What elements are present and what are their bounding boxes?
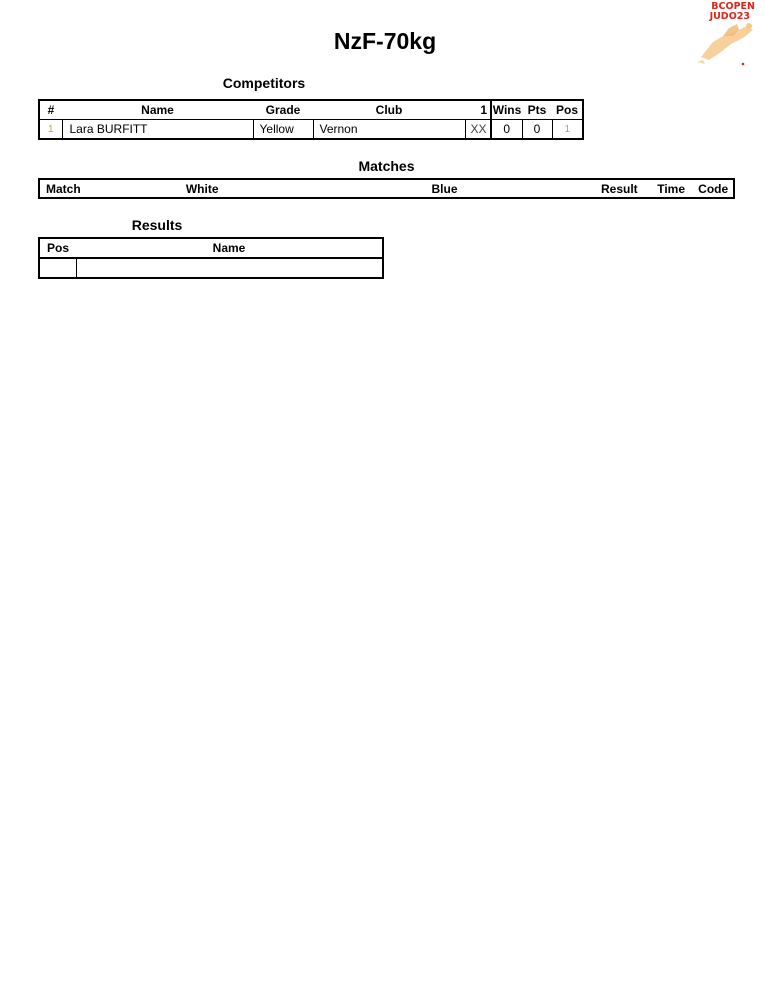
col-grade: Grade — [253, 100, 313, 120]
results-heading-text: Results — [131, 217, 183, 233]
col-result: Result — [600, 181, 638, 196]
results-table — [38, 237, 384, 279]
col-result-name: Name — [76, 238, 383, 258]
col-pts: Pts — [522, 100, 552, 120]
judoka-figure-icon — [693, 2, 757, 70]
results-heading — [38, 217, 384, 233]
competitor-grade: Yellow — [253, 120, 313, 140]
col-time: Time — [657, 181, 686, 196]
col-blue: Blue — [431, 181, 458, 196]
logo-line2: JUDO23 — [709, 11, 750, 22]
competitors-header-row — [39, 100, 583, 120]
matches-header-row — [39, 179, 734, 198]
competitor-round-1: XX — [465, 120, 491, 140]
competitor-wins: 0 — [491, 120, 522, 140]
page-title: NzF-70kg — [333, 28, 437, 54]
competitor-name: Lara BURFITT — [62, 120, 253, 140]
matches-heading: Matches — [358, 158, 415, 174]
logo-line1: BCOPEN — [711, 1, 755, 12]
table-row — [39, 258, 383, 278]
competitors-heading: Competitors — [222, 75, 306, 91]
competitor-pos: 1 — [552, 120, 583, 140]
competitor-pts: 0 — [522, 120, 552, 140]
table-row — [39, 120, 583, 140]
result-pos — [39, 258, 76, 278]
col-wins: Wins — [491, 100, 522, 120]
col-result-pos: Pos — [39, 238, 76, 258]
competitor-club: Vernon — [313, 120, 465, 140]
col-pos: Pos — [552, 100, 583, 120]
col-match: Match — [46, 181, 81, 196]
col-num: # — [39, 100, 62, 120]
competitor-number: 1 — [39, 120, 62, 140]
col-round-1: 1 — [465, 100, 491, 120]
col-club: Club — [313, 100, 465, 120]
results-header-row — [39, 238, 383, 258]
col-white: White — [185, 181, 219, 196]
matches-table — [38, 178, 735, 199]
result-name — [76, 258, 383, 278]
bc-open-judo-logo — [693, 2, 757, 70]
col-name: Name — [62, 100, 253, 120]
competitors-table — [38, 99, 584, 140]
col-code: Code — [698, 181, 729, 196]
